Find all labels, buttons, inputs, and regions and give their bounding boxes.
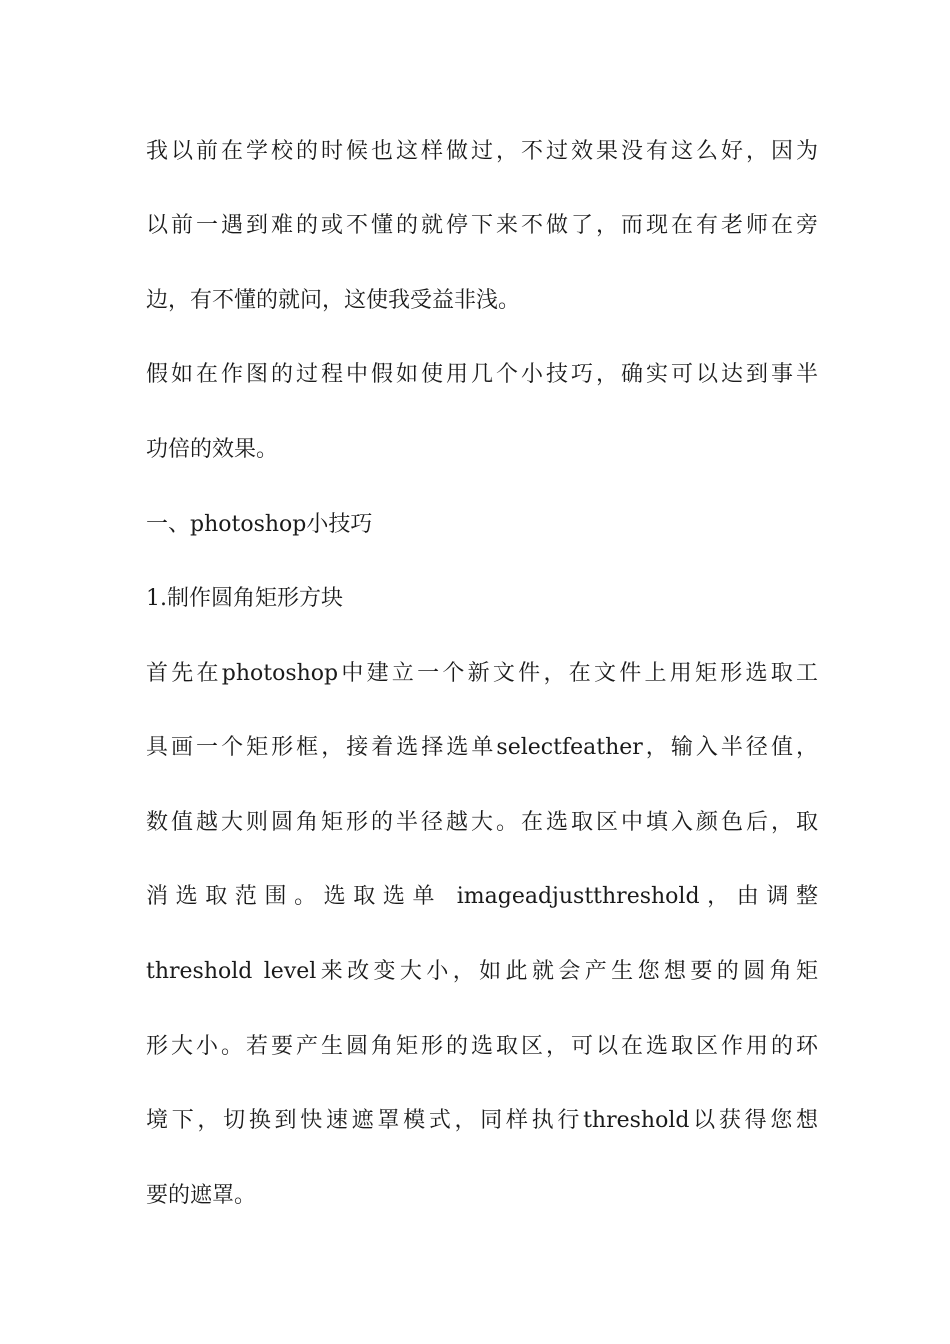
- text-line: 首先在photoshop中建立一个新文件，在文件上用矩形选取工: [146, 661, 818, 686]
- text-line: 功倍的效果。: [146, 437, 279, 462]
- text-line: 以前一遇到难的或不懂的就停下来不做了，而现在有老师在旁: [146, 213, 818, 238]
- text-line: 边，有不懂的就问，这使我受益非浅。: [146, 288, 521, 313]
- text-line: 具画一个矩形框，接着选择选单selectfeather，输入半径值，: [146, 735, 818, 760]
- text-line: 消选取范围。选取选单 imageadjustthreshold，由调整: [146, 884, 818, 909]
- text-line: 数值越大则圆角矩形的半径越大。在选取区中填入颜色后，取: [146, 810, 818, 835]
- text-line: 境下，切换到快速遮罩模式，同样执行threshold以获得您想: [146, 1108, 818, 1133]
- text-line: 要的遮罩。: [146, 1183, 257, 1208]
- text-line: 假如在作图的过程中假如使用几个小技巧，确实可以达到事半: [146, 362, 818, 387]
- text-line: 我以前在学校的时候也这样做过，不过效果没有这么好，因为: [146, 139, 818, 164]
- subsection-heading: 1.制作圆角矩形方块: [146, 586, 343, 611]
- text-line: 形大小。若要产生圆角矩形的选取区，可以在选取区作用的环: [146, 1034, 818, 1059]
- text-line: threshold level来改变大小，如此就会产生您想要的圆角矩: [146, 959, 818, 984]
- section-heading: 一、photoshop小技巧: [146, 512, 373, 537]
